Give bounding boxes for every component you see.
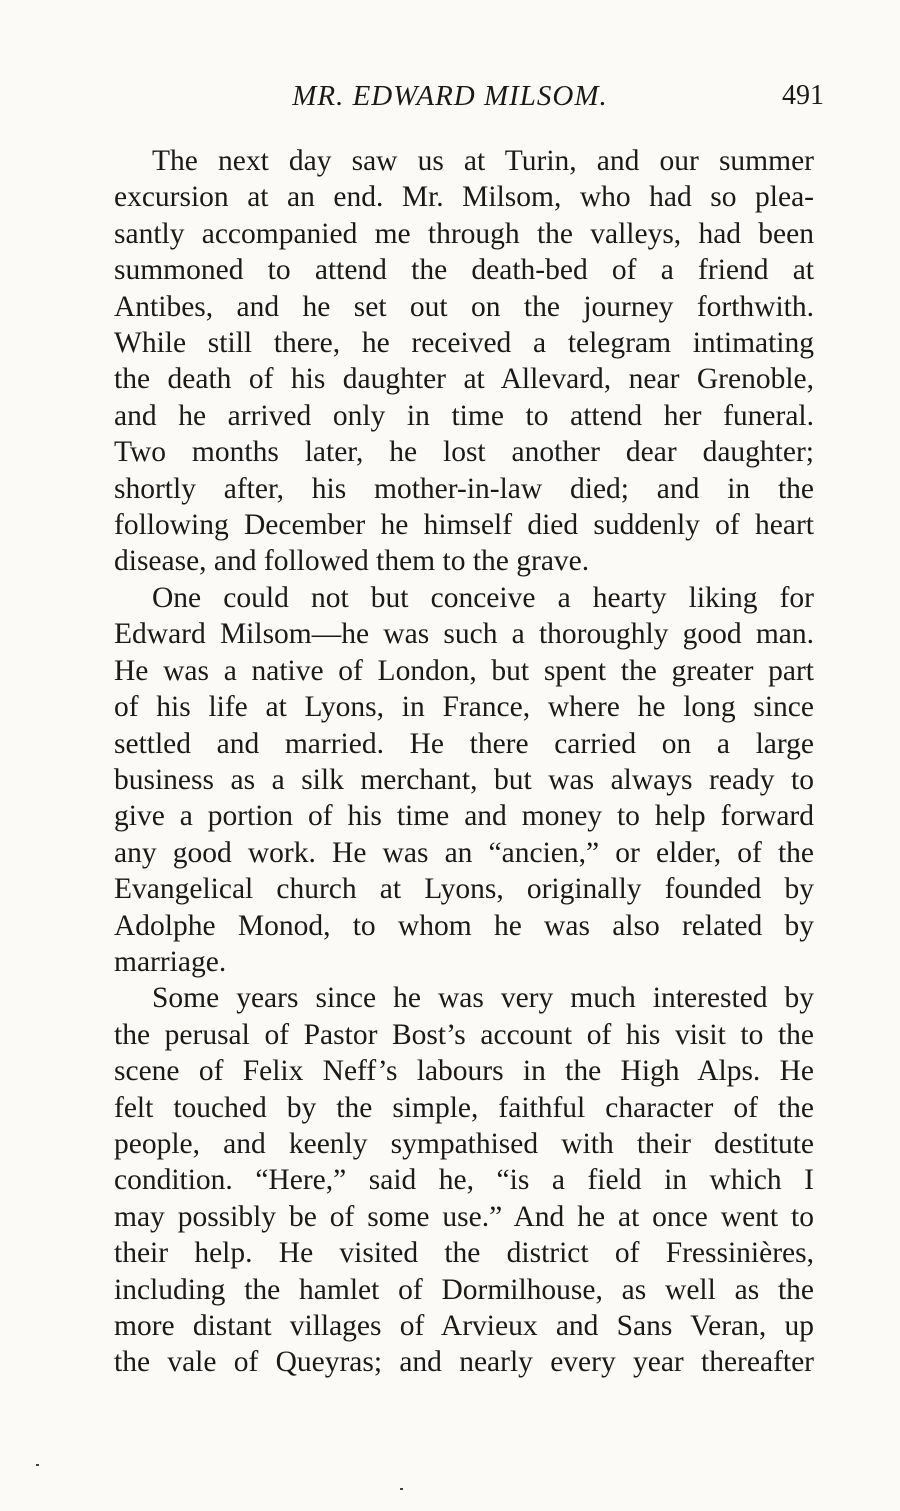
text-line: following December he himself died suddenly of heart	[114, 509, 814, 542]
text-line: santly accompanied me through the valleys, had been	[114, 217, 814, 250]
running-title: MR. EDWARD MILSOM.	[292, 80, 608, 112]
text-line: excursion at an end. Mr. Milsom, who had so plea-	[114, 181, 814, 214]
text-line: the vale of Queyras; and nearly every year thereafter	[114, 1346, 814, 1379]
text-line: condition. “Here,” said he, “is a field in which I	[114, 1164, 814, 1197]
text-line: their help. He visited the district of Fressinières,	[114, 1237, 814, 1270]
text-line: settled and married. He there carried on a large	[114, 727, 814, 760]
text-line: felt touched by the simple, faithful character of the	[114, 1091, 814, 1124]
page-number: 491	[782, 80, 824, 111]
text-line: of his life at Lyons, in France, where he long since	[114, 691, 814, 724]
text-line: Evangelical church at Lyons, originally founded by	[114, 873, 814, 906]
text-line: Two months later, he lost another dear daughter;	[114, 436, 814, 469]
text-line: including the hamlet of Dormilhouse, as well as the	[114, 1273, 814, 1306]
scan-speck	[36, 1464, 39, 1466]
text-line: summoned to attend the death-bed of a friend at	[114, 254, 814, 287]
paragraph-2	[76, 580, 814, 980]
text-line: shortly after, his mother-in-law died; and in the	[114, 472, 814, 505]
running-head	[76, 80, 824, 120]
scan-speck	[400, 1488, 403, 1490]
text-line: While still there, he received a telegram intimating	[114, 327, 814, 360]
text-line: the perusal of Pastor Bost’s account of his visit to the	[114, 1018, 814, 1051]
text-line: give a portion of his time and money to help forward	[114, 800, 814, 833]
text-line: Adolphe Monod, to whom he was also related by	[114, 909, 814, 942]
text-line: disease, and followed them to the grave.	[114, 545, 590, 578]
text-line: any good work. He was an “ancien,” or elder, of the	[114, 836, 814, 869]
text-line: The next day saw us at Turin, and our summer	[152, 145, 814, 177]
text-line: business as a silk merchant, but was always ready to	[114, 763, 814, 796]
text-line: people, and keenly sympathised with their destitute	[114, 1127, 814, 1160]
text-line: Antibes, and he set out on the journey forthwith.	[114, 290, 814, 323]
text-line: more distant villages of Arvieux and Sans Veran, up	[114, 1310, 814, 1342]
paragraph-1	[76, 143, 814, 580]
paragraph-3	[76, 980, 814, 1380]
text-line: the death of his daughter at Allevard, near Grenoble,	[114, 363, 814, 396]
body-text	[76, 143, 814, 1381]
text-line: One could not but conceive a hearty liking for	[152, 581, 814, 614]
text-line: marriage.	[114, 945, 227, 978]
text-line: scene of Felix Neff’s labours in the High Alps. He	[114, 1055, 814, 1088]
text-line: He was a native of London, but spent the greater part	[114, 654, 814, 687]
text-line: may possibly be of some use.” And he at once went to	[114, 1200, 814, 1233]
text-line: Edward Milsom—he was such a thoroughly good man.	[114, 618, 814, 651]
text-line: Some years since he was very much interested by	[152, 982, 814, 1015]
text-line: and he arrived only in time to attend her funeral.	[114, 399, 814, 432]
